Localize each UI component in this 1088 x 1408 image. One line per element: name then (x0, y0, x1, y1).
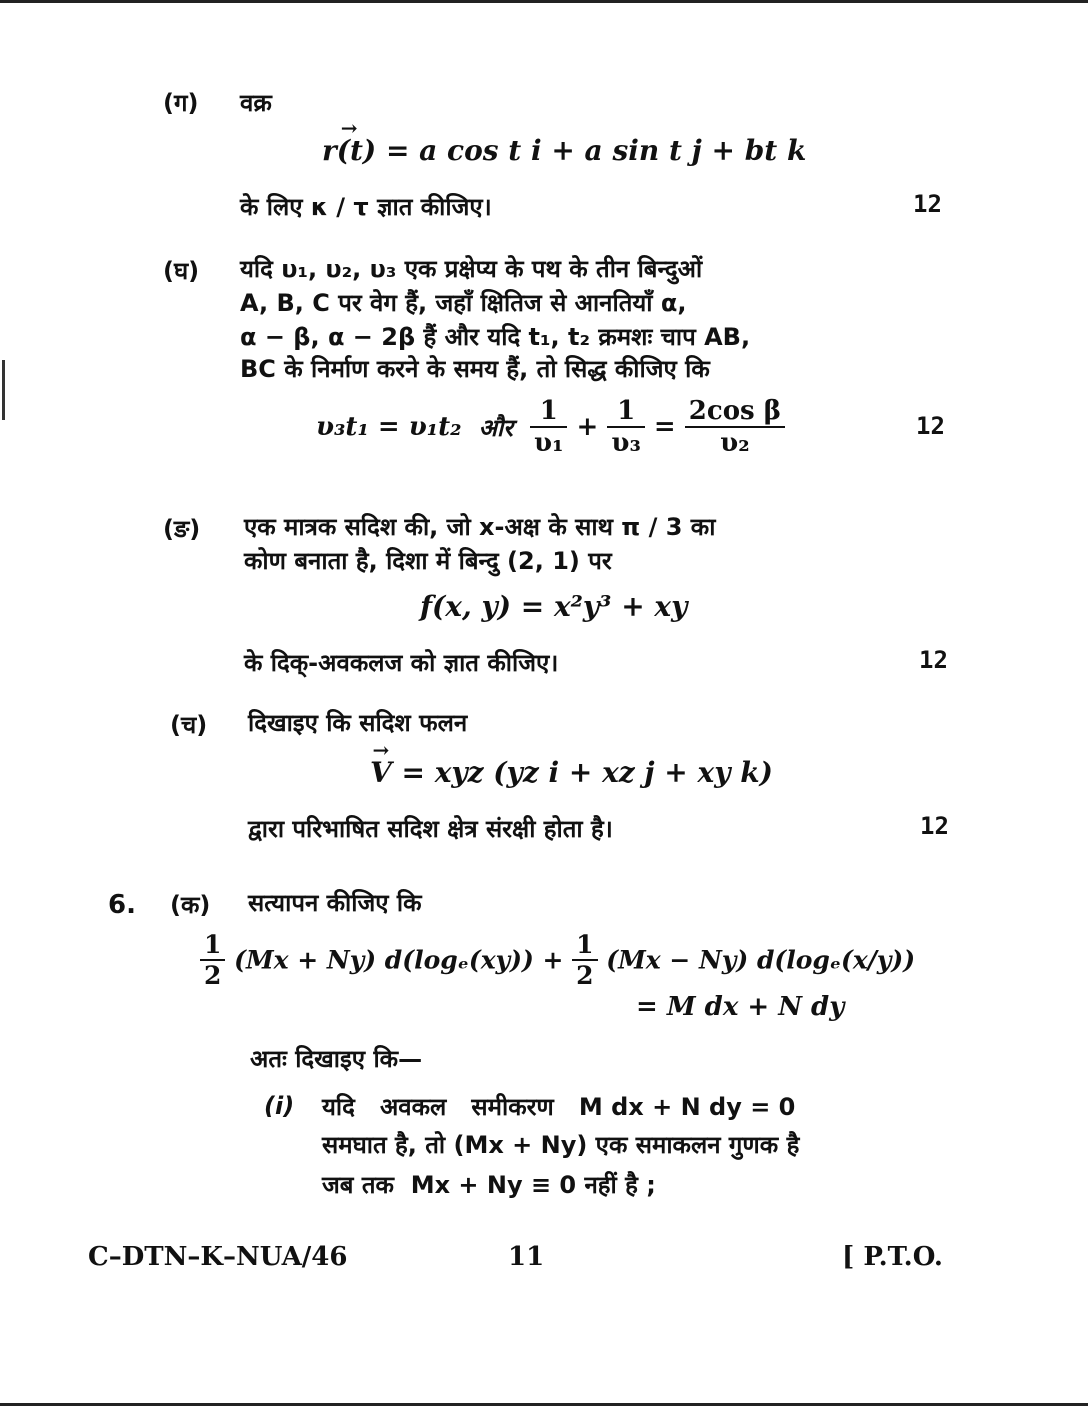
q6-sub-i-line1: यदि अवकल समीकरण M dx + N dy = 0 (322, 1093, 796, 1121)
page-top-border (0, 0, 1088, 3)
q6-equation (200, 930, 915, 990)
page-bottom-border (0, 1403, 1088, 1406)
q-gh-plus: + (576, 412, 599, 442)
q-gh-frac1-num: 1 (530, 396, 567, 428)
q6-half-num-1: 1 (200, 930, 225, 961)
q6-number: 6. (108, 890, 136, 920)
q6-half-den-1: 2 (204, 961, 222, 990)
footer-exam-code: C–DTN–K–NUA/46 (88, 1242, 348, 1272)
q-ng-line2: कोण बनाता है, दिशा में बिन्दु (2, 1) पर (244, 547, 612, 575)
q6-half-fraction-1 (200, 930, 225, 990)
q6-label: (क) (170, 891, 211, 919)
q-ng-ask: के दिक्-अवकलज को ज्ञात कीजिए। (244, 649, 559, 677)
q-gh-frac2-num: 1 (607, 396, 644, 428)
q-ch-formula (370, 756, 773, 789)
q-g-ask: के लिए κ / τ ज्ञात कीजिए। (240, 193, 492, 221)
q-gh-line2: A, B, C पर वेग हैं, जहाँ क्षितिज से आनतियाँ α, (240, 289, 687, 317)
q-gh-eq-left: υ₃t₁ = υ₁t₂ (316, 412, 462, 442)
q-gh-frac1-den: υ₁ (534, 428, 564, 458)
q-g-formula-rhs: = a cos t i + a sin t j + bt k (385, 134, 807, 167)
q-gh-frac2-den: υ₃ (611, 428, 641, 458)
q-ch-label: (च) (170, 711, 208, 739)
q-gh-line3: α − β, α − 2β हैं और यदि t₁, t₂ क्रमशः चाप AB, (240, 323, 751, 351)
q-g-marks: 12 (913, 190, 942, 218)
q-ch-ask: द्वारा परिभाषित सदिश क्षेत्र संरक्षी होता है। (248, 815, 613, 843)
q6-rhs: = M dx + N dy (636, 992, 845, 1022)
q-gh-eq-and: और (478, 413, 513, 442)
q-gh-line1: यदि υ₁, υ₂, υ₃ एक प्रक्षेप्य के पथ के तीन बिन्दुओं (240, 255, 703, 283)
q-ch-formula-rhs: = xyz (yz i + xz j + xy k) (401, 756, 773, 789)
q6-half-fraction-2 (572, 930, 597, 990)
q-g-formula-lhs: → r(t) (322, 134, 376, 167)
q-gh-equals: = (653, 412, 676, 442)
q6-intro: सत्यापन कीजिए कि (248, 889, 422, 917)
q6-sub-i-line3: जब तक Mx + Ny ≡ 0 नहीं है ; (322, 1171, 656, 1199)
q6-half-den-2: 2 (576, 961, 594, 990)
q-ch-formula-lhs: → V (370, 756, 392, 789)
q-ch-intro: दिखाइए कि सदिश फलन (248, 709, 468, 737)
q-gh-marks: 12 (916, 412, 945, 440)
q-ng-line1: एक मात्रक सदिश की, जो x-अक्ष के साथ π / 3 का (244, 513, 716, 541)
q-ng-label: (ङ) (163, 515, 201, 543)
q-gh-line4: BC के निर्माण करने के समय हैं, तो सिद्ध कीजिए कि (240, 355, 710, 383)
q-g-intro: वक्र (240, 89, 272, 117)
q-gh-frac3 (685, 396, 785, 458)
footer-page-number: 11 (508, 1242, 545, 1272)
q6-hence: अतः दिखाइए कि— (250, 1045, 423, 1073)
q-gh-frac3-den: υ₂ (720, 428, 750, 458)
q6-term1: (Mx + Ny) d(logₑ(xy)) + (234, 945, 564, 975)
q6-half-num-2: 1 (572, 930, 597, 961)
q-ng-marks: 12 (919, 646, 948, 674)
q-gh-frac2 (607, 396, 644, 458)
q6-sub-i-label: (i) (264, 1092, 295, 1120)
q-g-formula (322, 134, 806, 167)
page-left-edge-mark (2, 360, 5, 420)
q6-term2: (Mx − Ny) d(logₑ(x/y)) (606, 945, 916, 975)
footer-pto: [ P.T.O. (842, 1242, 943, 1272)
q-ch-marks: 12 (920, 812, 949, 840)
q-gh-frac3-num: 2cos β (685, 396, 785, 428)
q-g-label: (ग) (163, 89, 199, 117)
q-gh-label: (घ) (163, 257, 200, 285)
q-ng-formula: f(x, y) = x²y³ + xy (420, 590, 688, 623)
q-gh-frac1 (530, 396, 567, 458)
q6-sub-i-line2: समघात है, तो (Mx + Ny) एक समाकलन गुणक है (322, 1131, 800, 1159)
q-gh-equation (316, 396, 785, 458)
